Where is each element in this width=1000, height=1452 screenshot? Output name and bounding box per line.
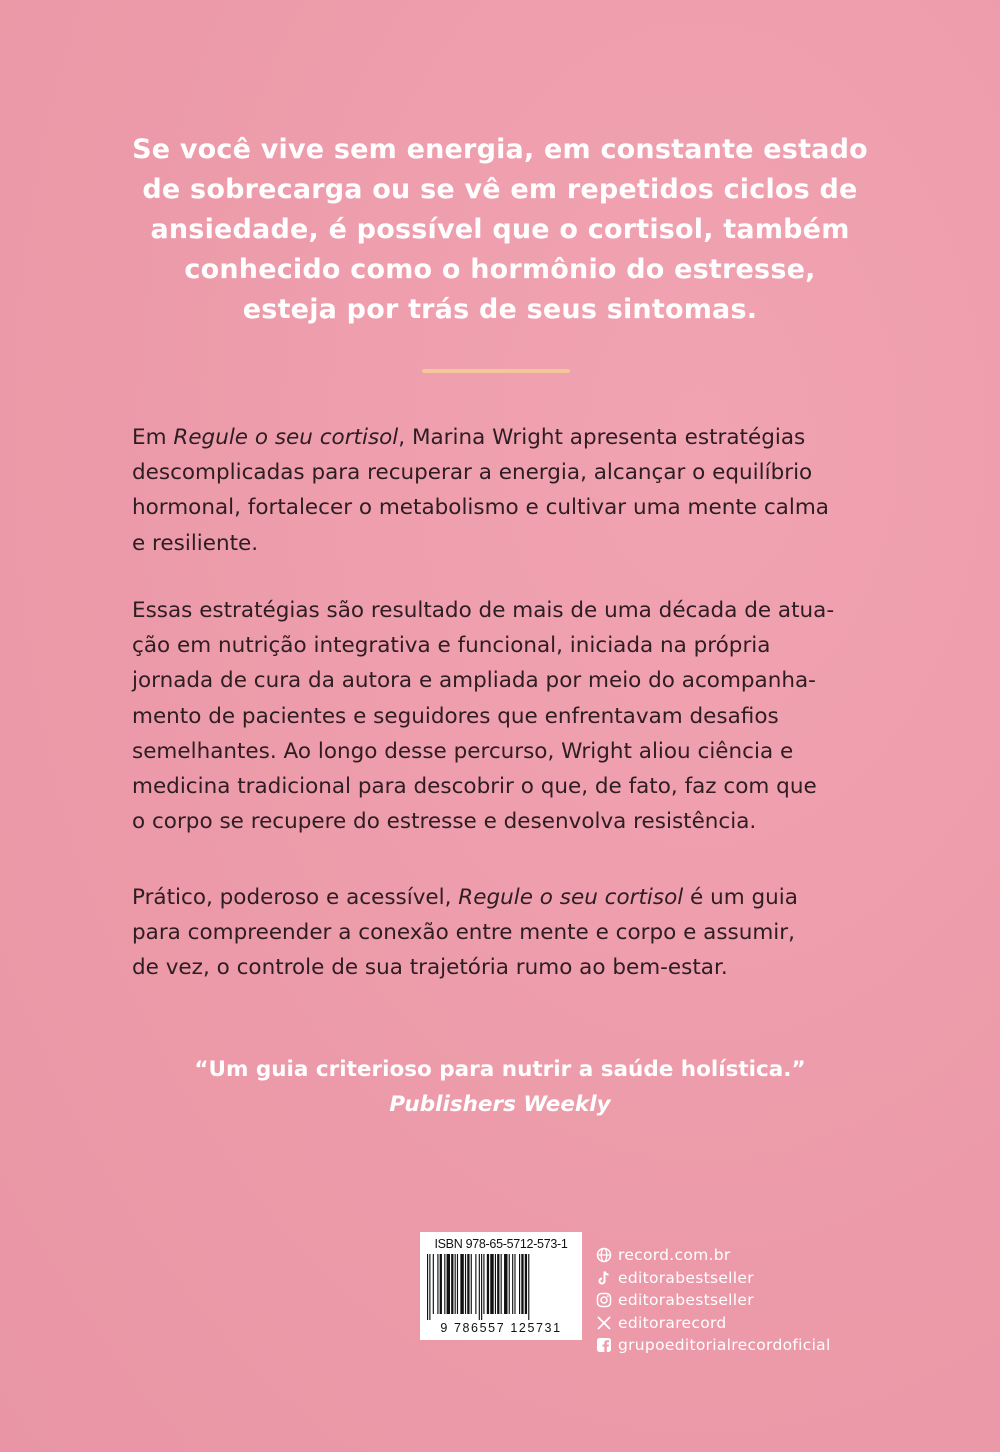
quote-source: Publishers Weekly <box>389 1092 611 1117</box>
barcode-bar <box>475 1254 476 1314</box>
barcode-bar <box>479 1254 480 1320</box>
text-run: Em <box>132 425 174 450</box>
barcode-bar <box>437 1254 438 1314</box>
paragraph-line: medicina tradicional para descobrir o que, de fato, faz com que <box>132 774 817 800</box>
barcode-bar <box>467 1254 469 1314</box>
barcode-bar <box>451 1254 453 1314</box>
social-label: editorabestseller <box>618 1291 754 1310</box>
paragraph-line: para compreender a conexão entre mente e corpo e assumir, <box>132 920 795 946</box>
barcode-bar <box>512 1254 513 1314</box>
social-label: editorarecord <box>618 1313 727 1332</box>
barcode-bar <box>440 1254 442 1314</box>
text-run: Prático, poderoso e acessível, <box>132 885 459 910</box>
barcode-bar <box>525 1254 527 1314</box>
barcode-bar <box>519 1254 520 1314</box>
barcode-bar <box>447 1254 450 1314</box>
social-label: editorabestseller <box>618 1268 754 1287</box>
review-quote <box>120 1052 880 1122</box>
intro-line: de sobrecarga ou se vê em repetidos ciclos de <box>142 174 858 205</box>
barcode-bar <box>457 1254 458 1314</box>
tiktok-icon <box>596 1270 612 1286</box>
paragraph-line: semelhantes. Ao longo desse percurso, Wright aliou ciência e <box>132 738 794 764</box>
barcode-bar <box>487 1254 489 1314</box>
barcode-bar <box>521 1254 523 1314</box>
paragraph-line: e resiliente. <box>132 530 259 556</box>
quote-text: “Um guia criterioso para nutrir a saúde holística.” <box>194 1057 806 1082</box>
barcode-bar <box>471 1254 472 1314</box>
barcode-bar <box>497 1254 499 1314</box>
social-item-tiktok[interactable] <box>596 1267 831 1290</box>
barcode-bar <box>444 1254 445 1314</box>
barcode-bar <box>504 1254 507 1314</box>
barcode-bar <box>490 1254 493 1314</box>
paragraph-line: Essas estratégias são resultado de mais de uma década de atua- <box>132 598 835 623</box>
barcode-bar <box>495 1254 496 1314</box>
barcode-bar <box>528 1254 529 1320</box>
social-item-facebook[interactable] <box>596 1334 831 1357</box>
isbn-label: ISBN 978-65-5712-573-1 <box>434 1237 568 1251</box>
barcode-digits: 9 786557 125731 <box>440 1321 562 1335</box>
paragraph-1 <box>132 420 872 561</box>
x-icon <box>596 1315 612 1331</box>
text-run: é um guia <box>683 885 798 910</box>
divider-rule <box>422 369 570 373</box>
paragraph-3 <box>132 880 872 986</box>
social-item-x[interactable] <box>596 1312 831 1335</box>
paragraph-line: ção em nutrição integrativa e funcional, iniciada na própria <box>132 633 771 659</box>
barcode-bar <box>465 1254 466 1314</box>
book-title: Regule o seu cortisol <box>458 885 684 910</box>
barcode-bar <box>455 1254 456 1314</box>
barcode-bar <box>460 1254 463 1314</box>
paragraph-line: descomplicadas para recuperar a energia, alcançar o equilíbrio <box>132 460 813 486</box>
barcode-bar <box>501 1254 502 1314</box>
paragraph-line <box>132 420 872 455</box>
isbn-barcode <box>420 1232 582 1340</box>
intro-line: ansiedade, é possível que o cortisol, também <box>150 214 850 245</box>
social-label: grupoeditorialrecordoficial <box>618 1336 831 1355</box>
facebook-icon <box>596 1337 612 1353</box>
social-item-instagram[interactable] <box>596 1289 831 1312</box>
paragraph-line: hormonal, fortalecer o metabolismo e cultivar uma mente calma <box>132 495 829 521</box>
text-run: , Marina Wright apresenta estratégias <box>398 425 806 450</box>
paragraph-line: mento de pacientes e seguidores que enfrentavam desafios <box>132 703 779 729</box>
paragraph-line: jornada de cura da autora e ampliada por meio do acompanha- <box>132 668 816 694</box>
globe-icon <box>596 1247 612 1263</box>
intro-line: conhecido como o hormônio do estresse, <box>184 254 816 285</box>
social-links <box>596 1244 831 1357</box>
barcode-bar <box>429 1254 430 1320</box>
instagram-icon <box>596 1292 612 1308</box>
social-item-website[interactable] <box>596 1244 831 1267</box>
intro-line: esteja por trás de seus sintomas. <box>242 294 758 325</box>
paragraph-line: de vez, o controle de sua trajetória rumo ao bem-estar. <box>132 955 728 981</box>
social-label: record.com.br <box>618 1246 731 1265</box>
barcode-bar <box>427 1254 428 1320</box>
barcode-bar <box>514 1254 515 1314</box>
book-title: Regule o seu cortisol <box>173 425 399 450</box>
intro-line: Se você vive sem energia, em constante estado <box>132 134 868 165</box>
barcode-bar <box>481 1254 482 1320</box>
paragraph-line <box>132 880 872 915</box>
intro-text <box>120 130 880 330</box>
paragraph-line: o corpo se recupere do estresse e desenvolva resistência. <box>132 809 757 835</box>
barcode-bars <box>426 1254 576 1320</box>
barcode-bar <box>433 1254 434 1314</box>
paragraph-2 <box>132 593 872 839</box>
barcode-bar <box>509 1254 510 1314</box>
barcode-bar <box>483 1254 484 1314</box>
